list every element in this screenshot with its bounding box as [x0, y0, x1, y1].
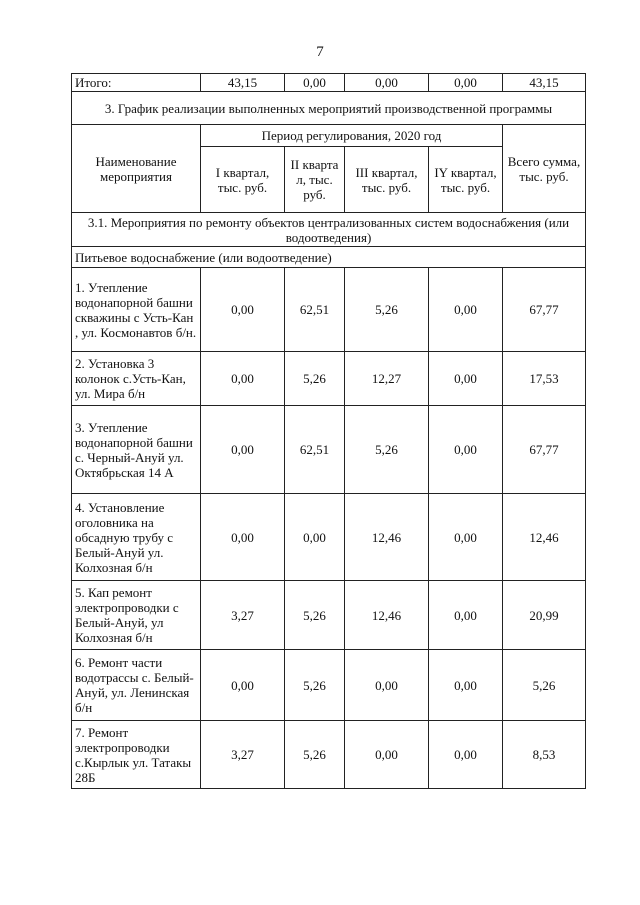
table-row	[72, 721, 586, 789]
row-q2: 62,51	[285, 268, 345, 352]
row-q4: 0,00	[429, 721, 503, 789]
row-name: 5. Кап ремонт электропроводки с Белый-Ануй, ул Колхозная б/н	[72, 581, 201, 650]
row-q4: 0,00	[429, 650, 503, 721]
table-row	[72, 406, 586, 494]
header-row-period	[72, 125, 586, 147]
header-name: Наименование мероприятия	[72, 125, 201, 213]
row-total: 8,53	[503, 721, 586, 789]
header-total: Всего сумма, тыс. руб.	[503, 125, 586, 213]
page-number: 7	[316, 44, 324, 60]
row-q4: 0,00	[429, 406, 503, 494]
implementation-schedule-table	[71, 73, 586, 789]
total-q4: 0,00	[429, 74, 503, 92]
row-total: 20,99	[503, 581, 586, 650]
row-q4: 0,00	[429, 581, 503, 650]
row-q2: 5,26	[285, 650, 345, 721]
row-name: 6. Ремонт части водотрассы с. Белый-Ануй, ул. Ленинская б/н	[72, 650, 201, 721]
row-q1: 0,00	[201, 406, 285, 494]
row-q1: 0,00	[201, 352, 285, 406]
row-q3: 0,00	[345, 721, 429, 789]
row-q4: 0,00	[429, 352, 503, 406]
row-q3: 12,27	[345, 352, 429, 406]
subsection-title-row	[72, 213, 586, 247]
row-q3: 5,26	[345, 406, 429, 494]
row-q1: 0,00	[201, 494, 285, 581]
header-period: Период регулирования, 2020 год	[201, 125, 503, 147]
table-row	[72, 352, 586, 406]
row-q1: 3,27	[201, 721, 285, 789]
category-row	[72, 247, 586, 268]
header-q2: II кварта л, тыс. руб.	[285, 147, 345, 213]
row-q3: 12,46	[345, 581, 429, 650]
table-row	[72, 650, 586, 721]
table-row	[72, 581, 586, 650]
row-q1: 0,00	[201, 650, 285, 721]
section-title-row	[72, 92, 586, 125]
row-q2: 0,00	[285, 494, 345, 581]
total-row	[72, 74, 586, 92]
table-row	[72, 494, 586, 581]
row-q1: 3,27	[201, 581, 285, 650]
subsection-title: 3.1. Мероприятия по ремонту объектов централизованных систем водоснабжения (или водоотведения)	[72, 213, 586, 247]
row-total: 12,46	[503, 494, 586, 581]
row-total: 17,53	[503, 352, 586, 406]
header-q1: I квартал, тыс. руб.	[201, 147, 285, 213]
row-total: 67,77	[503, 406, 586, 494]
row-q3: 12,46	[345, 494, 429, 581]
total-q3: 0,00	[345, 74, 429, 92]
total-sum: 43,15	[503, 74, 586, 92]
row-q4: 0,00	[429, 494, 503, 581]
header-q4: IY квартал, тыс. руб.	[429, 147, 503, 213]
category-label: Питьевое водоснабжение (или водоотведение)	[72, 247, 586, 268]
total-q1: 43,15	[201, 74, 285, 92]
row-q3: 5,26	[345, 268, 429, 352]
row-q2: 5,26	[285, 352, 345, 406]
row-q3: 0,00	[345, 650, 429, 721]
section-title: 3. График реализации выполненных мероприятий производственной программы	[72, 92, 586, 125]
row-q2: 62,51	[285, 406, 345, 494]
header-q3: III квартал, тыс. руб.	[345, 147, 429, 213]
row-name: 1. Утепление водонапорной башни скважины с Усть-Кан , ул. Космонавтов б/н.	[72, 268, 201, 352]
row-total: 67,77	[503, 268, 586, 352]
row-q4: 0,00	[429, 268, 503, 352]
row-name: 2. Установка 3 колонок с.Усть-Кан, ул. Мира б/н	[72, 352, 201, 406]
row-q1: 0,00	[201, 268, 285, 352]
row-q2: 5,26	[285, 581, 345, 650]
row-name: 7. Ремонт электропроводки с.Кырлык ул. Татакы 28Б	[72, 721, 201, 789]
row-name: 3. Утепление водонапорной башни с. Черный-Ануй ул. Октябрьская 14 А	[72, 406, 201, 494]
row-name: 4. Установление оголовника на обсадную трубу с Белый-Ануй ул. Колхозная б/н	[72, 494, 201, 581]
table-row	[72, 268, 586, 352]
total-q2: 0,00	[285, 74, 345, 92]
row-total: 5,26	[503, 650, 586, 721]
total-label: Итого:	[72, 74, 201, 92]
row-q2: 5,26	[285, 721, 345, 789]
